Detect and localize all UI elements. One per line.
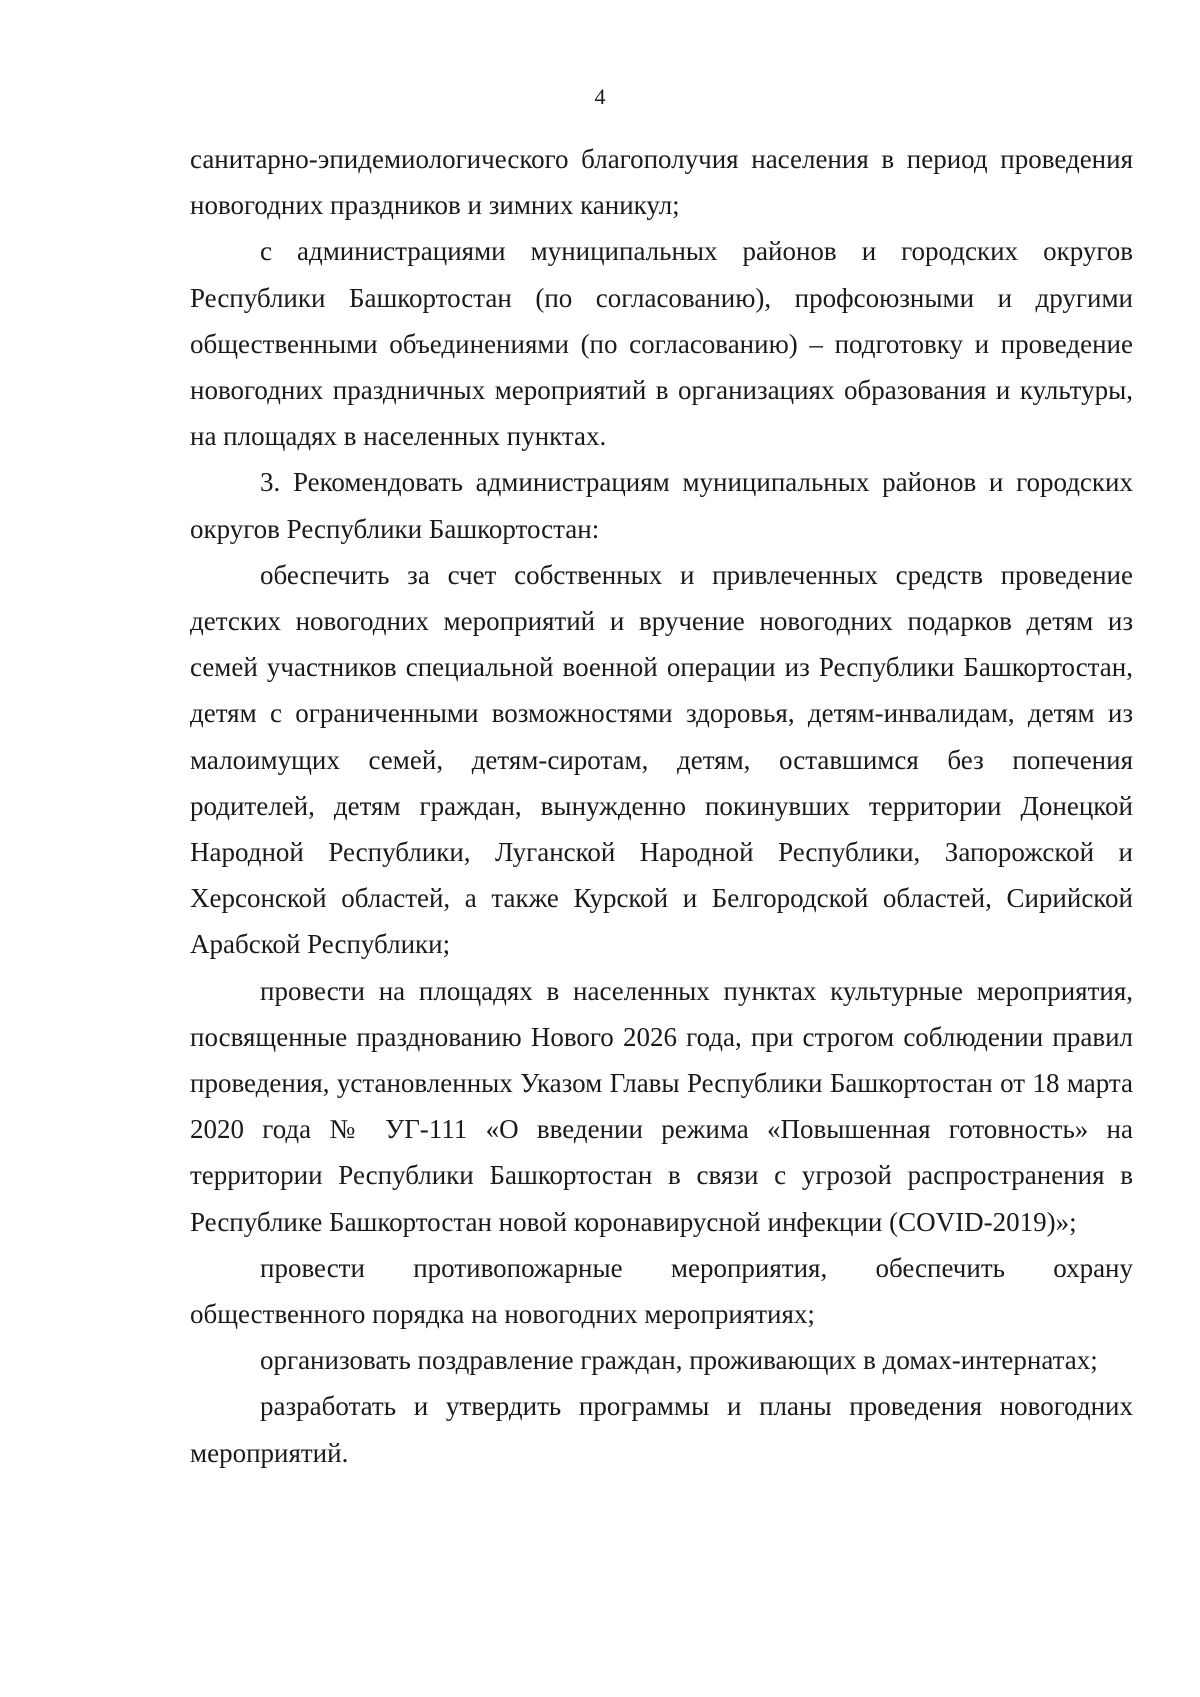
paragraph-administrations-events: с администрациями муниципальных районов и городских округов Республики Башкортостан (по согласованию), профсоюзными и другими общественными объединениями (по согласованию) – подготовку и проведение новогодних праздничных мероприятий в организациях образования и культуры, на площадях в населенных пунктах. [190,236,1133,452]
document-body [190,136,1133,1476]
paragraph-item-3: 3. Рекомендовать администрациям муниципальных районов и городских округов Республики Башкортостан: [190,467,1133,544]
paragraph-children-gifts: обеспечить за счет собственных и привлеченных средств проведение детских новогодних мероприятий и вручение новогодних подарков детям из семей участников специальной военной операции из Республики Башкортостан, детям с ограниченными возможностями здоровья, детям-инвалидам, детям из малоимущих семей, детям-сиротам, детям, оставшимся без попечения родителей, детям граждан, вынужденно покинувших территории Донецкой Народной Республики, Луганской Народной Республики, Запорожской и Херсонской областей, а также Курской и Белгородской областей, Сирийской Арабской Республики; [190,559,1133,960]
paragraph-programs-plans: разработать и утвердить программы и планы проведения новогодних мероприятий. [190,1391,1133,1468]
paragraph-fire-safety: провести противопожарные мероприятия, обеспечить охрану общественного порядка на новогодних мероприятиях; [190,1252,1133,1330]
paragraph-congratulations: организовать поздравление граждан, проживающих в домах-интернатах; [260,1345,1098,1376]
paragraph-cultural-events: провести на площадях в населенных пунктах культурные мероприятия, посвященные празднованию Нового 2026 года, при строгом соблюдении правил проведения, установленных Указом Главы Республики Башкортостан от 18 марта 2020 года № УГ-111 «О введении режима «Повышенная готовность» на территории Республики Башкортостан в связи с угрозой распространения в Республике Башкортостан новой коронавирусной инфекции (COVID-2019)»; [190,975,1133,1237]
paragraph-continuation: санитарно-эпидемиологического благополучия населения в период проведения новогодних праздников и зимних каникул; [190,144,1133,221]
page-number: 4 [594,84,606,109]
